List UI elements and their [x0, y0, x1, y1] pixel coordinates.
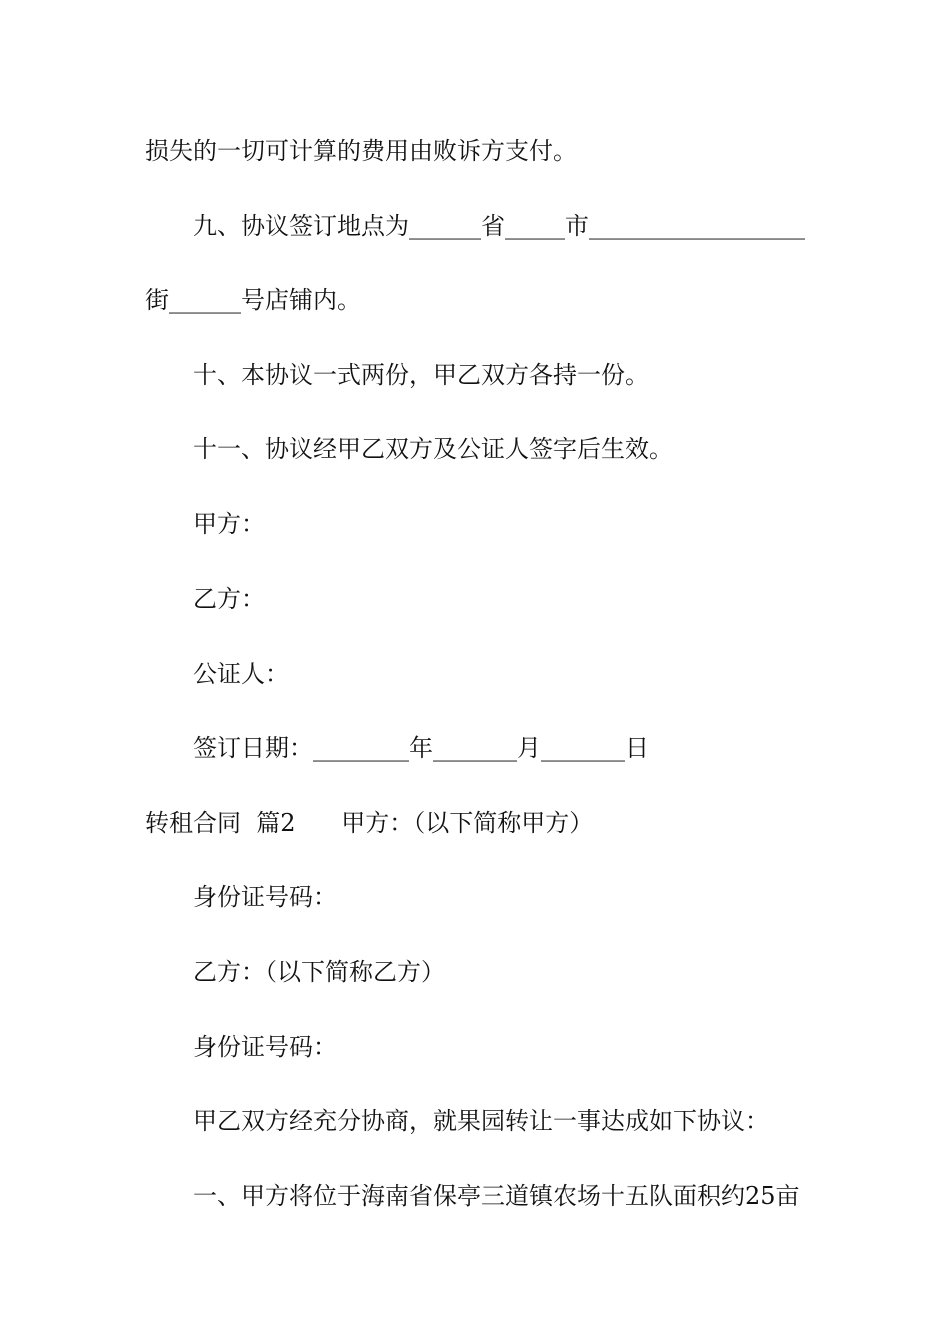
party-b-label: 乙方：: [193, 585, 265, 613]
section-heading-line: 转租合同 篇2 甲方：（以下简称甲方）: [145, 809, 594, 837]
paragraph-line-2: 九、协议签订地点为______省_____市__________________: [193, 212, 805, 240]
paragraph-line-5: 十一、协议经甲乙双方及公证人签字后生效。: [193, 435, 673, 463]
notary-label: 公证人：: [193, 660, 289, 688]
clause-one-line: 一、甲方将位于海南省保亭三道镇农场十五队面积约25亩: [193, 1182, 800, 1210]
party-a-label: 甲方：: [193, 510, 265, 538]
signing-date-line: 签订日期：________年_______月_______日: [193, 734, 649, 762]
paragraph-line-3: 街______号店铺内。: [145, 286, 361, 314]
id-number-label-a: 身份证号码：: [193, 883, 337, 911]
party-b-line: 乙方：（以下简称乙方）: [193, 958, 445, 986]
paragraph-line-4: 十、本协议一式两份，甲乙双方各持一份。: [193, 361, 649, 389]
id-number-label-b: 身份证号码：: [193, 1033, 337, 1061]
paragraph-line-1: 损失的一切可计算的费用由败诉方支付。: [145, 137, 577, 165]
agreement-intro-line: 甲乙双方经充分协商，就果园转让一事达成如下协议：: [193, 1107, 769, 1135]
